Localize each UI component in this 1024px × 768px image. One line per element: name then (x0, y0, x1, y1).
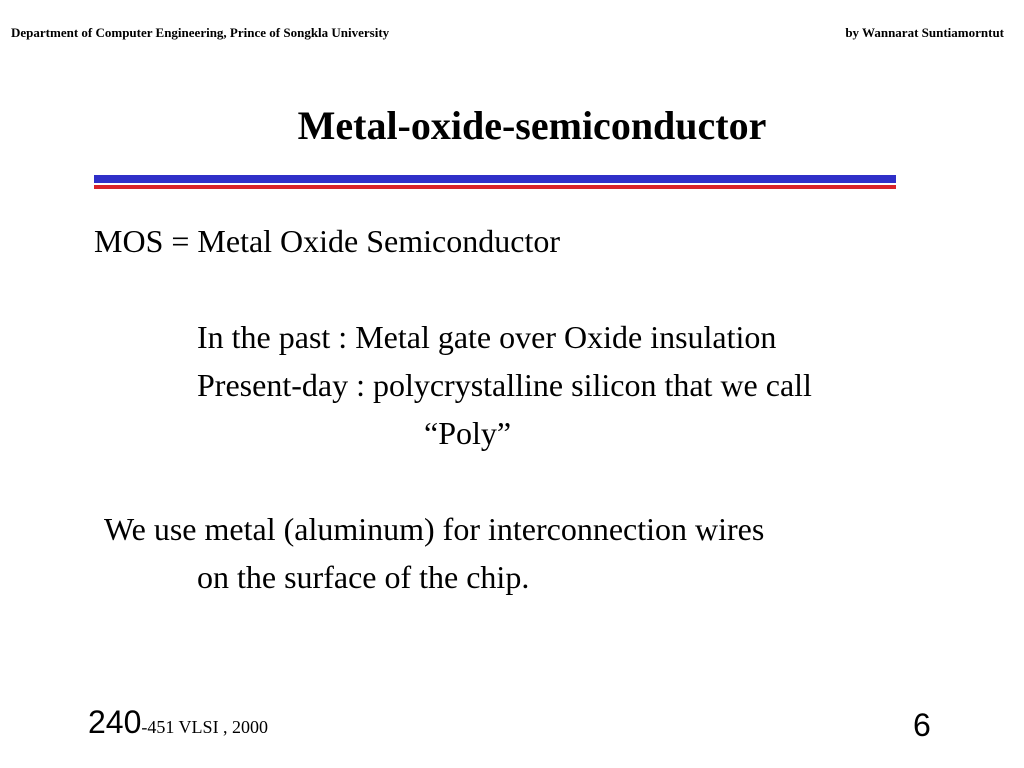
present-gate-text: Present-day : polycrystalline silicon that we call (197, 367, 812, 403)
mos-definition: MOS = Metal Oxide Semiconductor (94, 223, 560, 259)
header-department: Department of Computer Engineering, Prince of Songkla University (11, 25, 390, 40)
title-divider-red (94, 185, 896, 189)
title-divider-blue (94, 175, 896, 183)
header-author: by Wannarat Suntiamorntut (845, 25, 1004, 40)
interconnect-text-continued: on the surface of the chip. (197, 559, 530, 595)
slide-title-text: Metal-oxide-semiconductor (297, 103, 767, 148)
footer-course (88, 703, 328, 748)
footer-course-label: -451 VLSI , 2000 (141, 717, 269, 737)
footer-course-number: 240 (88, 704, 142, 740)
interconnect-text: We use metal (aluminum) for interconnection wires (104, 511, 765, 547)
page-number: 6 (913, 707, 931, 743)
slide-title (0, 102, 1024, 150)
poly-term: “Poly” (424, 415, 512, 451)
past-gate-text: In the past : Metal gate over Oxide insulation (197, 319, 777, 355)
